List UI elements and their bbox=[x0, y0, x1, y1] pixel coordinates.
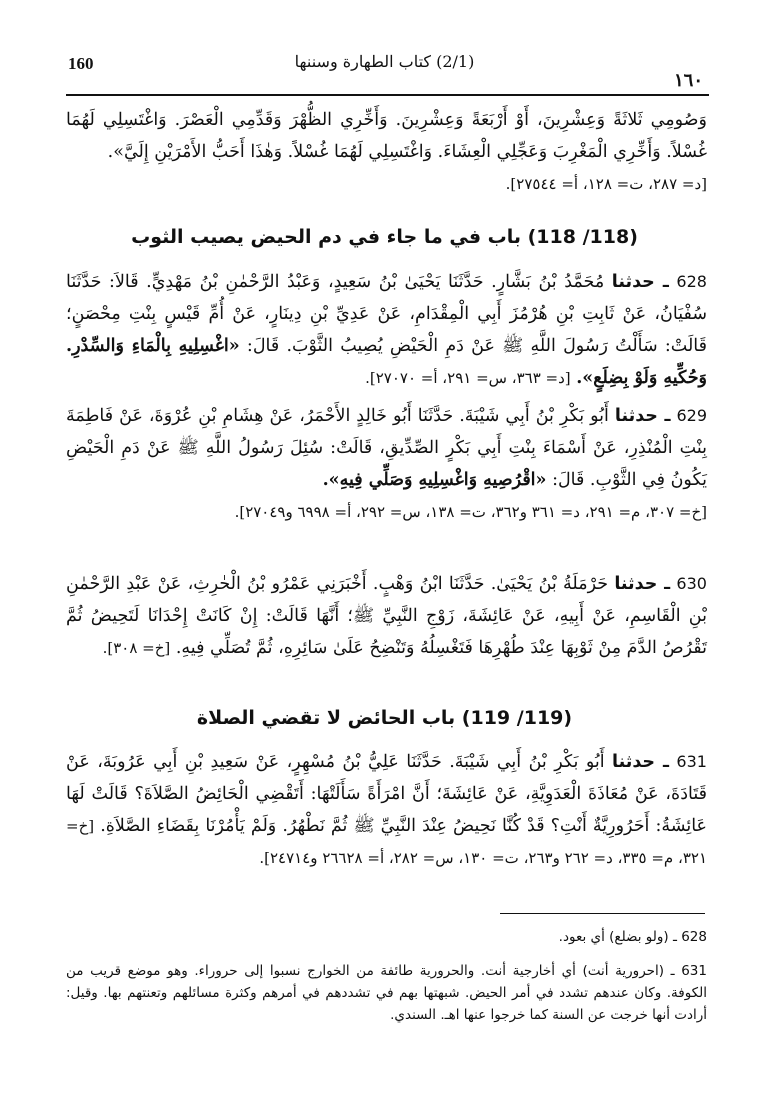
hadith-text: أَبُو بَكْرِ بْنُ أَبِي شَيْبَةَ. حَدَّثَنَا أَبُو خَالِدٍ الأَحْمَرُ، عَنْ هِشَامِ بْنِ عُرْوَةَ، عَنْ فَاطِمَةَ بِنْتِ الْمُنْذِرِ، عَنْ أَسْمَاءَ بِنْتِ أَبِي بَكْرٍ الصِّدِّيقِ، قَالَتْ: سُئِلَ رَسُولُ اللَّهِ ﷺ عَنْ دَمِ الْحَيْضِ يَكُونُ فِي الثَّوْبِ. قَالَ: bbox=[66, 406, 707, 490]
hadith-lead: ـ حدثنا bbox=[614, 574, 671, 594]
hadith-lead: ـ حدثنا bbox=[612, 752, 669, 772]
hadith-quote: «اغْسِلِيهِ بِالْمَاءِ وَالسِّدْرِ. وَحُكِّيهِ وَلَوْ بِضِلَعٍ». bbox=[66, 336, 707, 388]
hadith-reference: [د= ٣٦٣، س= ٢٩١، أ= ٢٧٠٧٠]. bbox=[365, 369, 571, 387]
intro-paragraph bbox=[66, 104, 707, 200]
intro-text: وَصُومِي ثَلاثَةً وَعِشْرِينَ، أَوْ أَرْبَعَةً وَعِشْرِينَ. وَأَخِّرِي الظُّهْرَ وَقَدِّمِي الْعَصْرَ. وَاغْتَسِلِي لَهُمَا غُسْلاً. وَأَخِّرِي الْمَغْرِبَ وَعَجِّلِي الْعِشَاءَ. وَاغْتَسِلِي لَهُمَا غُسْلاً. وَهٰذَا أَحَبُّ الأَمْرَيْنِ إِلَيَّ». bbox=[66, 110, 707, 162]
hadith-text: مُحَمَّدُ بْنُ بَشَّارٍ. حَدَّثَنَا يَحْيَىٰ بْنُ سَعِيدٍ، وَعَبْدُ الرَّحْمٰنِ بْنُ مَهْدِيٍّ. قَالاَ: حَدَّثَنَا سُفْيَانُ، عَنْ ثَابِتِ بْنِ هُرْمُزَ أَبِي الْمِقْدَامِ، عَنْ عَدِيِّ بْنِ دِينَارٍ، عَنْ أُمِّ قَيْسٍ بِنْتِ مِحْصَنٍ؛ قَالَتْ: سَأَلْتُ رَسُولَ اللَّهِ ﷺ عَنْ دَمِ الْحَيْضِ يُصِيبُ الثَّوْبَ. قَالَ: bbox=[66, 272, 707, 356]
hadith-number: 629 bbox=[676, 406, 707, 425]
footnote-628: 628 ـ (ولو بضلع) أي بعود. bbox=[558, 929, 707, 945]
hadith-630 bbox=[66, 568, 707, 664]
footnote-631: 631 ـ (احرورية أنت) أي أخارجية أنت. والحرورية طائفة من الخوارج نسبوا إلى حروراء. وهو موضع قريب من الكوفة. وكان عندهم تشدد في أمر الحيض. شبهتها بهم في تشددهم في أمرهم وكثرة مسائلهم وتعنتهم بها. وقيل: أرادت أنها خرجت عن السنة كما خرجوا عنها اهـ. السندي. bbox=[66, 963, 707, 1023]
hadith-number: 628 bbox=[676, 272, 707, 291]
hadith-text: أَبُو بَكْرِ بْنُ أَبِي شَيْبَةَ. حَدَّثَنَا عَلِيُّ بْنُ مُسْهِرٍ، عَنْ سَعِيدِ بْنِ أَبِي عَرُوبَةَ، عَنْ قَتَادَةَ، عَنْ مُعَاذَةَ الْعَدَوِيَّةِ، عَنْ عَائِشَةَ؛ أَنَّ امْرَأَةً سَأَلَتْهَا: أَتَقْضِي الْحَائِضُ الصَّلاَةَ؟ قَالَتْ لَهَا عَائِشَةُ: أَحَرُورِيَّةٌ أَنْتِ؟ قَدْ كُنَّا نَحِيضُ عِنْدَ النَّبِيِّ ﷺ ثُمَّ نَطْهُرُ. وَلَمْ يَأْمُرْنَا بِقَضَاءِ الصَّلاَةِ. bbox=[66, 752, 707, 836]
header-rule bbox=[66, 94, 709, 96]
hadith-reference: [خ= ٣٠٧، م= ٢٩١، د= ٣٦١ و٣٦٢، ت= ١٣٨، س= ٢٩٢، أ= ٦٩٩٨ و٢٧٠٤٩]. bbox=[234, 503, 707, 521]
running-header-title: (2/1) كتاب الطهارة وسننها bbox=[294, 52, 475, 71]
hadith-number: 630 bbox=[676, 574, 707, 593]
intro-reference: [د= ٢٨٧، ت= ١٢٨، أ= ٢٧٥٤٤]. bbox=[505, 175, 707, 193]
hadith-number: 631 bbox=[676, 752, 707, 771]
footnote-rule bbox=[500, 913, 705, 914]
hadith-631 bbox=[66, 746, 707, 874]
section-heading-118: (118/ 118) باب في ما جاء في دم الحيض يصيب الثوب bbox=[131, 226, 638, 248]
hadith-629 bbox=[66, 400, 707, 528]
section-heading-119: (119/ 119) باب الحائض لا تقضي الصلاة bbox=[196, 707, 573, 729]
page-number-arabic: ١٦٠ bbox=[673, 70, 703, 91]
hadith-lead: ـ حدثنا bbox=[614, 406, 671, 426]
hadith-text: حَرْمَلَةُ بْنُ يَحْيَىٰ. حَدَّثَنَا ابْنُ وَهْبٍ. أَخْبَرَنِي عَمْرُو بْنُ الْحٰرِثِ، عَنْ عَبْدِ الرَّحْمٰنِ بْنِ الْقَاسِمِ، عَنْ أَبِيهِ، عَنْ عَائِشَةَ، زَوْجِ النَّبِيِّ ﷺ؛ أَنَّهَا قَالَتْ: إِنْ كَانَتْ إِحْدَانَا لَتَحِيضُ ثُمَّ تَقْرُصُ الدَّمَ مِنْ ثَوْبِهَا عِنْدَ طُهْرِهَا فَتَغْسِلُهُ وَتَنْضِحُ عَلَىٰ سَائِرِهِ، ثُمَّ تُصَلِّي فِيهِ. bbox=[66, 574, 707, 658]
hadith-quote: «اقْرُصِيهِ وَاغْسِلِيهِ وَصَلِّي فِيهِ». bbox=[322, 470, 547, 490]
hadith-lead: ـ حدثنا bbox=[611, 272, 669, 292]
hadith-628 bbox=[66, 266, 707, 394]
page-number-latin: 160 bbox=[68, 54, 94, 73]
hadith-reference: [خ= ٣٢١، م= ٣٣٥، د= ٢٦٢ و٢٦٣، ت= ١٣٠، س= ٢٨٢، أ= ٢٦٦٢٨ و٢٤٧١٤]. bbox=[66, 817, 707, 867]
hadith-reference: [خ= ٣٠٨]. bbox=[102, 639, 171, 657]
